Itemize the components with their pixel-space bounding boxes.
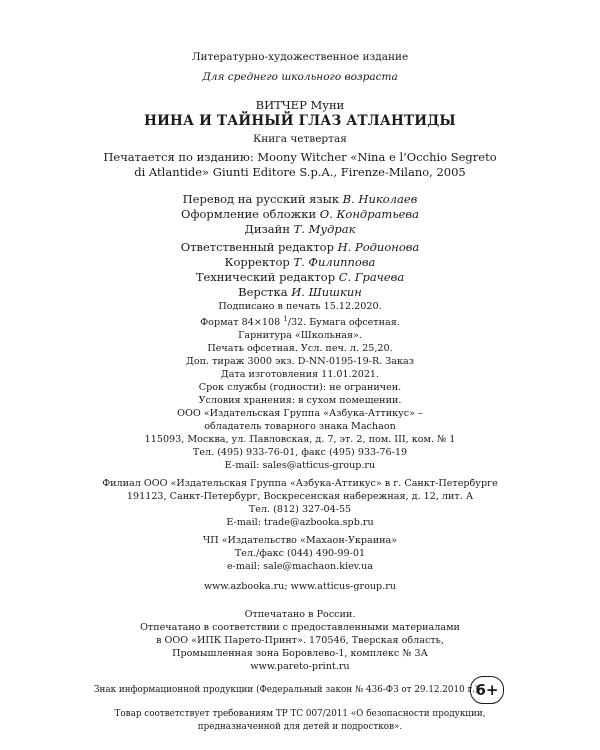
source-line-2: di Atlantide» Giunti Editore S.p.A., Firenze-Milano, 2005 [134, 165, 466, 179]
printing-line-1: Отпечатано в соответствии с предоставленными материалами [140, 622, 460, 633]
publisher-email: E-mail: sales@atticus-group.ru [224, 460, 376, 471]
publisher-block [0, 407, 600, 472]
format-a: Формат 84×108 [200, 317, 281, 328]
cover-label: Оформление обложки [181, 207, 317, 221]
editor-name: Н. Родионова [337, 240, 420, 254]
branch-email: E-mail: trade@azbooka.spb.ru [226, 517, 374, 528]
branch-name: Филиал ООО «Издательская Группа «Азбука-Аттикус» в г. Санкт-Петербурге [102, 478, 498, 489]
tech-label: Технический редактор [195, 270, 336, 284]
design-label: Дизайн [244, 222, 290, 236]
ukraine-name: ЧП «Издательство «Махаон-Украина» [202, 535, 398, 546]
printing-line-3: Промышленная зона Боровлево-1, комплекс № 3А [172, 648, 428, 659]
tech-credit [0, 270, 600, 285]
publisher-phones: Тел. (495) 933-76-01, факс (495) 933-76-19 [192, 447, 408, 458]
credits-block-1 [0, 192, 600, 237]
audience-line: Для среднего школьного возраста [202, 70, 398, 83]
web-block [0, 580, 600, 593]
cover-credit [0, 207, 600, 222]
web-links: www.azbooka.ru; www.atticus-group.ru [203, 581, 397, 592]
book-block [0, 98, 600, 147]
ukraine-block [0, 534, 600, 573]
compliance-line-2: предназначенной для детей и подростков». [197, 722, 403, 732]
compliance-block [0, 708, 600, 734]
translation-name: В. Николаев [342, 192, 418, 206]
format-line [0, 313, 600, 329]
publisher-trademark: обладатель товарного знака Machaon [204, 421, 396, 432]
design-name: Т. Мудрак [293, 222, 356, 236]
cover-name: О. Кондратьева [319, 207, 419, 221]
layout-credit [0, 285, 600, 300]
author-line: ВИТЧЕР Муни [255, 98, 345, 112]
source-block [0, 150, 600, 180]
compliance-line-1: Товар соответствует требованиям ТР ТС 007/2011 «О безопасности продукции, [114, 709, 486, 719]
proof-credit [0, 255, 600, 270]
imprint-block [0, 300, 600, 407]
translation-label: Перевод на русский язык [182, 192, 340, 206]
book-title: НИНА И ТАЙНЫЙ ГЛАЗ АТЛАНТИДЫ [144, 113, 456, 129]
print-line: Печать офсетная. Усл. печ. л. 25,20. [207, 343, 393, 354]
format-fraction: 1 [283, 315, 288, 323]
layout-label: Верстка [238, 285, 288, 299]
editor-label: Ответственный редактор [180, 240, 334, 254]
font-line: Гарнитура «Школьная». [238, 330, 362, 341]
editor-credit [0, 240, 600, 255]
tech-name: С. Грачева [338, 270, 405, 284]
branch-phone: Тел. (812) 327-04-55 [248, 504, 352, 515]
signed-line: Подписано в печать 15.12.2020. [218, 301, 382, 312]
proof-name: Т. Филиппова [293, 255, 376, 269]
age-rating-badge [470, 676, 504, 704]
credits-block-2 [0, 240, 600, 300]
design-credit [0, 222, 600, 237]
info-mark-text: Знак информационной продукции (Федеральный закон № 436-ФЗ от 29.12.2010 г.) [94, 685, 479, 695]
genre-line: Литературно-художественное издание [191, 51, 409, 63]
publisher-name: ООО «Издательская Группа «Азбука-Аттикус» – [177, 408, 423, 419]
proof-label: Корректор [224, 255, 290, 269]
branch-address: 191123, Санкт-Петербург, Воскресенская набережная, д. 12, лит. А [126, 491, 474, 502]
publisher-address: 115093, Москва, ул. Павловская, д. 7, эт. 2, пом. III, ком. № 1 [144, 434, 456, 445]
layout-name: И. Шишкин [291, 285, 362, 299]
source-line-1: Печатается по изданию: Moony Witcher «Nina e l’Occhio Segreto [103, 150, 497, 164]
info-mark-block [94, 684, 479, 697]
branch-block [0, 477, 600, 529]
format-b: /32. Бумага офсетная. [287, 317, 400, 328]
printing-site: www.pareto-print.ru [250, 661, 350, 672]
ukraine-phone: Тел./факс (044) 490-99-01 [234, 548, 366, 559]
volume-line: Книга четвертая [253, 133, 347, 145]
printing-country: Отпечатано в России. [244, 609, 356, 620]
age-rating: 6+ [475, 681, 499, 699]
ukraine-email: e-mail: sale@machaon.kiev.ua [226, 561, 374, 572]
translation-credit [0, 192, 600, 207]
storage-line: Условия хранения: в сухом помещении. [198, 395, 402, 406]
made-line: Дата изготовления 11.01.2021. [220, 369, 380, 380]
printing-line-2: в ООО «ИПК Парето-Принт». 170546, Тверская область, [156, 635, 444, 646]
header-block [0, 50, 600, 84]
life-line: Срок службы (годности): не ограничен. [198, 382, 402, 393]
printing-block [0, 608, 600, 673]
run-line: Доп. тираж 3000 экз. D-NN-0195-19-R. Заказ [186, 356, 414, 367]
